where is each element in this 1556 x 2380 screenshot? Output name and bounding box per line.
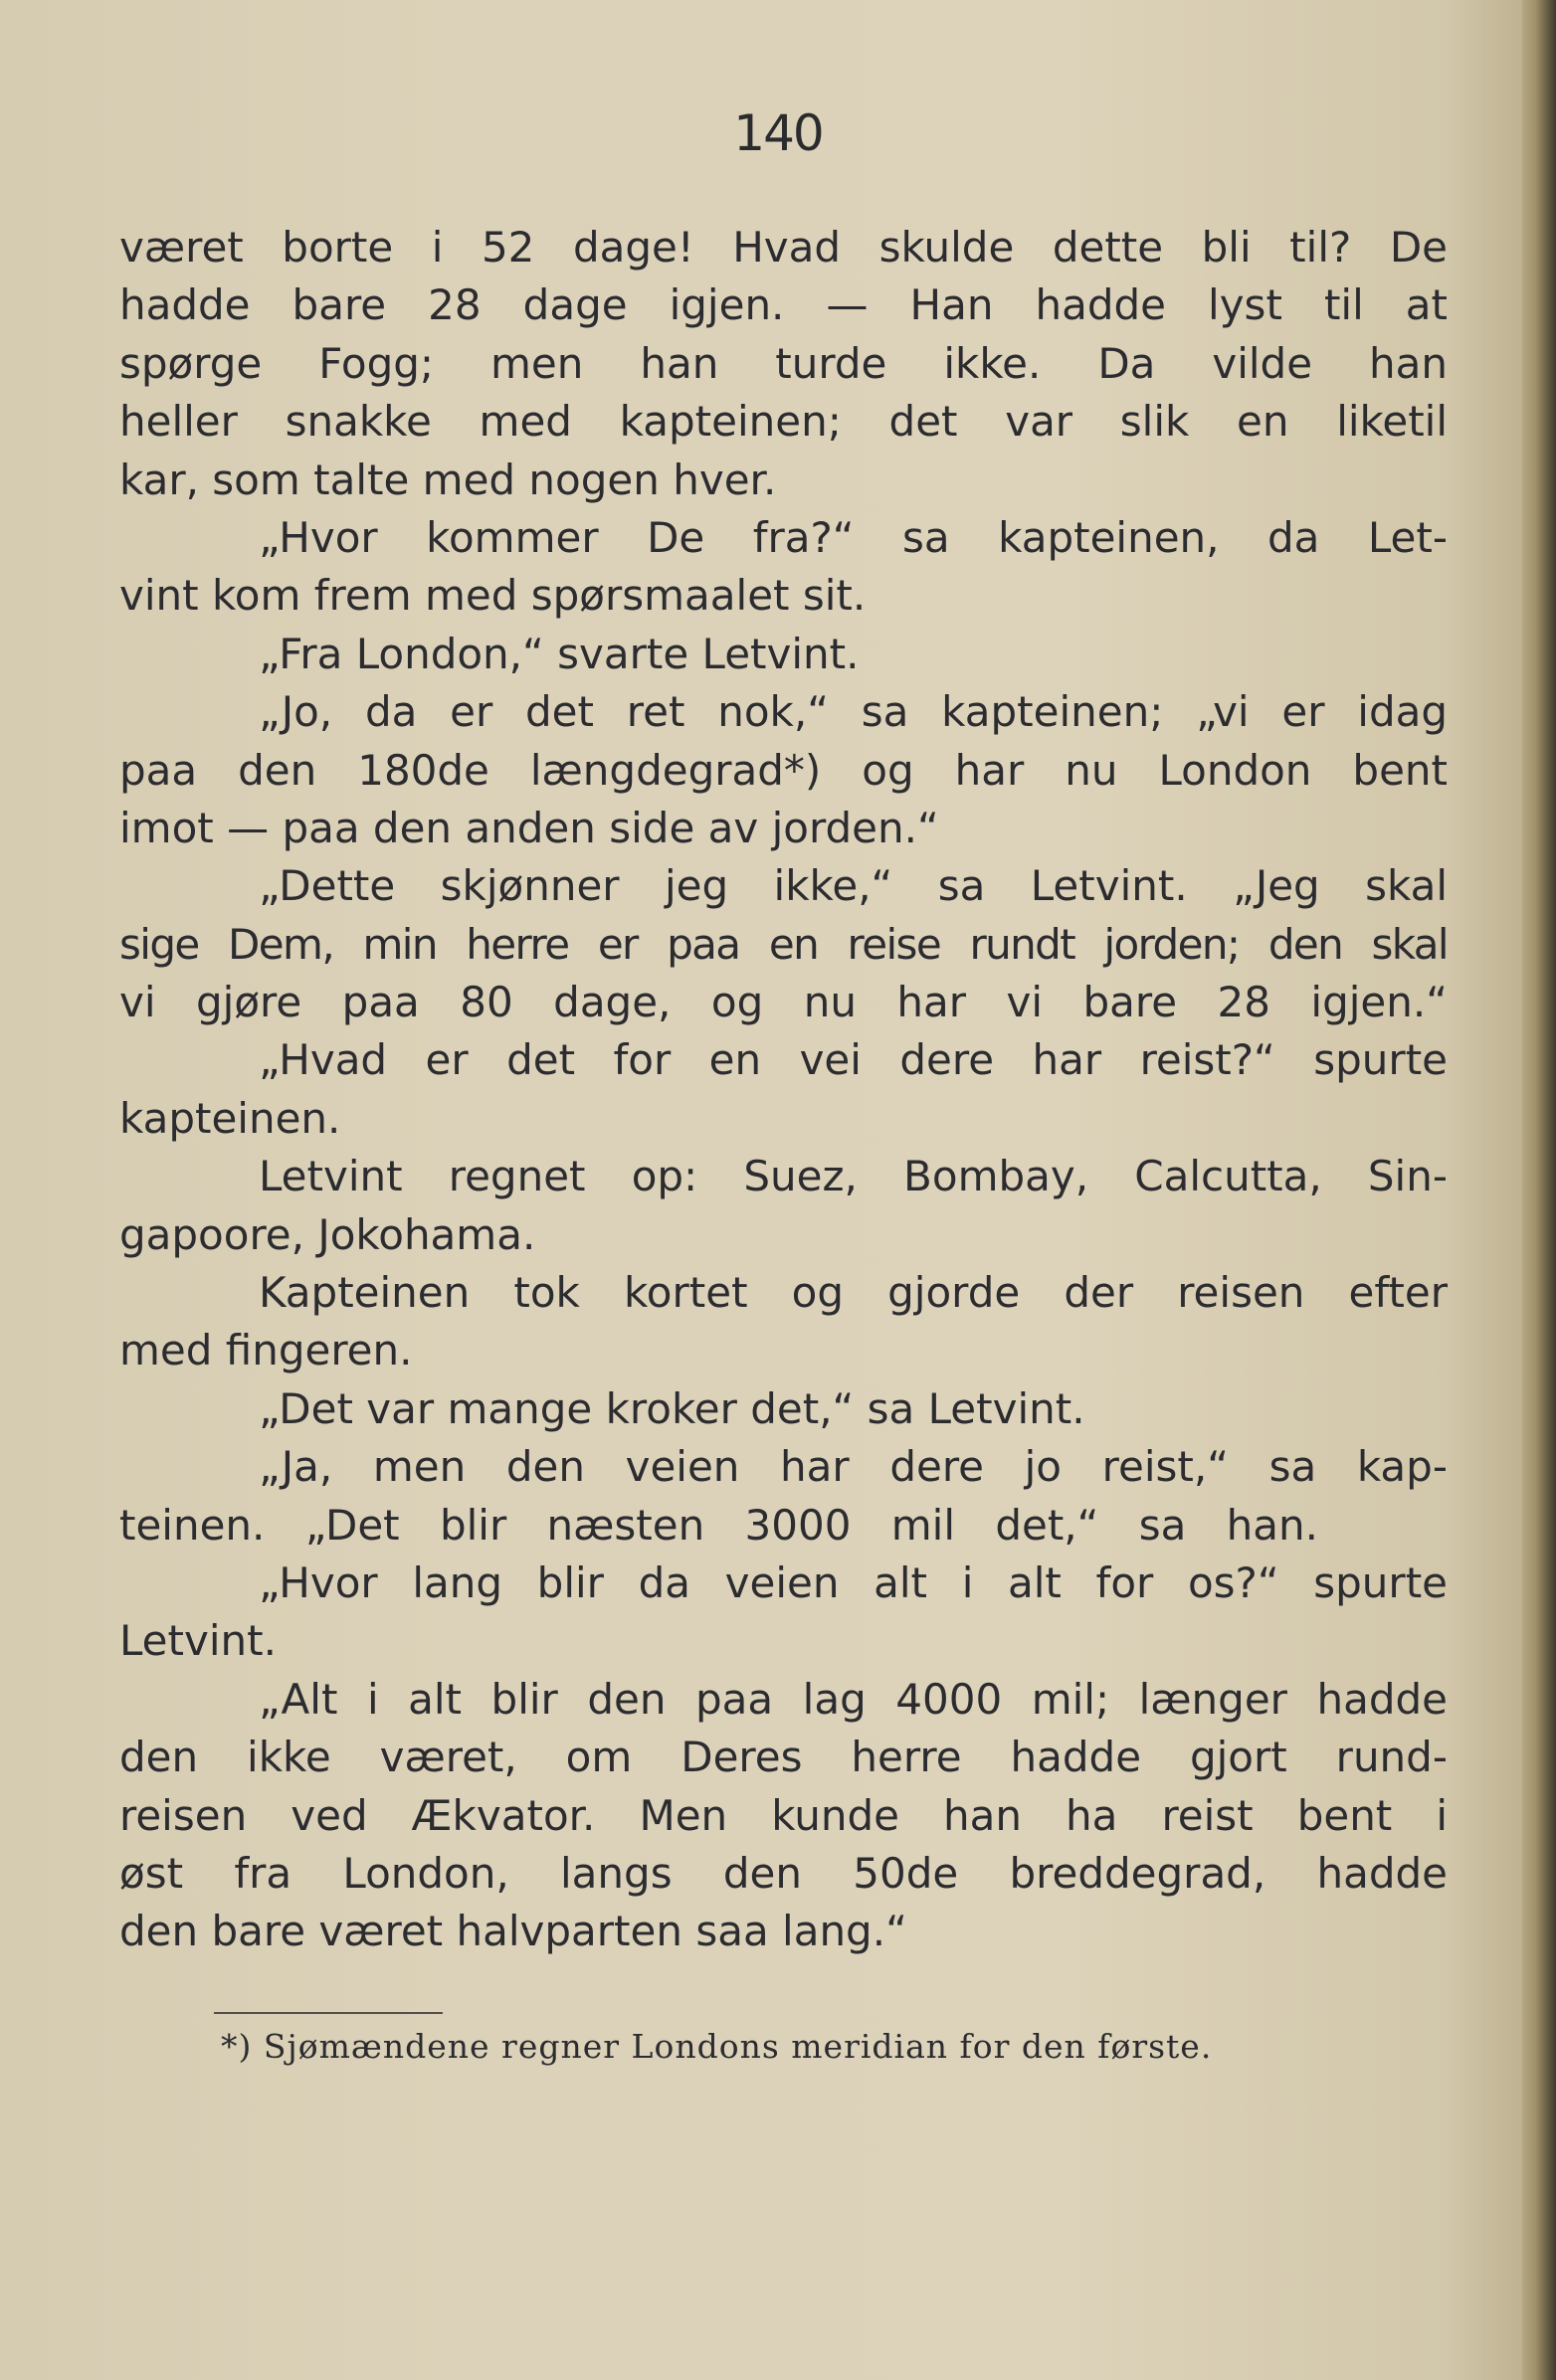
text-line: „Hvad er det for en vei dere har reist?“ spurte: [259, 1035, 1448, 1085]
footnote-divider: [214, 2012, 443, 2014]
text-line: Letvint regnet op: Suez, Bombay, Calcutta, Sin-: [259, 1152, 1448, 1201]
text-line: vi gjøre paa 80 dage, og nu har vi bare 28 igjen.“: [119, 978, 1448, 1027]
text-line: hadde bare 28 dage igjen. — Han hadde lyst til at: [119, 280, 1448, 330]
text-line: imot — paa den anden side av jorden.“: [119, 803, 939, 852]
text-line: paa den 180de længdegrad*) og har nu London bent: [119, 745, 1448, 795]
text-line: kapteinen.: [119, 1093, 341, 1143]
text-line: reisen ved Ækvator. Men kunde han ha reist bent i: [119, 1790, 1448, 1840]
text-line: „Alt i alt blir den paa lag 4000 mil; længer hadde: [259, 1674, 1448, 1724]
text-line: den bare været halvparten saa lang.“: [119, 1907, 907, 1956]
text-line: „Det var mange kroker det,“ sa Letvint.: [259, 1383, 1085, 1433]
text-line: kar, som talte med nogen hver.: [119, 455, 777, 504]
text-line: været borte i 52 dage! Hvad skulde dette bli til? De: [119, 223, 1448, 272]
text-line: Letvint.: [119, 1616, 277, 1666]
body-text: [119, 219, 1448, 1961]
text-line: spørge Fogg; men han turde ikke. Da vilde han: [119, 338, 1448, 388]
text-line: med fingeren.: [119, 1326, 413, 1375]
text-line: øst fra London, langs den 50de breddegrad, hadde: [119, 1848, 1448, 1898]
text-line: den ikke været, om Deres herre hadde gjort rund-: [119, 1733, 1448, 1782]
text-line: „Hvor lang blir da veien alt i alt for os?“ spurte: [259, 1557, 1448, 1607]
text-line: „Hvor kommer De fra?“ sa kapteinen, da Let-: [259, 512, 1448, 562]
text-line: sige Dem, min herre er paa en reise rundt jorden; den skal: [119, 919, 1448, 969]
text-line: „Jo, da er det ret nok,“ sa kapteinen; „vi er idag: [259, 687, 1448, 737]
page-edge: [1522, 0, 1556, 2380]
footnote: *) Sjømændene regner Londons meridian for den første.: [221, 2027, 1213, 2066]
page-number: 140: [733, 104, 823, 162]
text-line: „Ja, men den veien har dere jo reist,“ sa kap-: [259, 1442, 1448, 1492]
text-line: Kapteinen tok kortet og gjorde der reisen efter: [259, 1268, 1448, 1318]
text-line: vint kom frem med spørsmaalet sit.: [119, 571, 867, 621]
text-line: „Dette skjønner jeg ikke,“ sa Letvint. „Jeg skal: [259, 861, 1448, 911]
text-line: „Fra London,“ svarte Letvint.: [259, 629, 860, 678]
text-line: gapoore, Jokohama.: [119, 1209, 536, 1259]
text-line: heller snakke med kapteinen; det var slik en liketil: [119, 397, 1448, 447]
text-line: teinen. „Det blir næsten 3000 mil det,“ sa han.: [119, 1500, 1318, 1550]
